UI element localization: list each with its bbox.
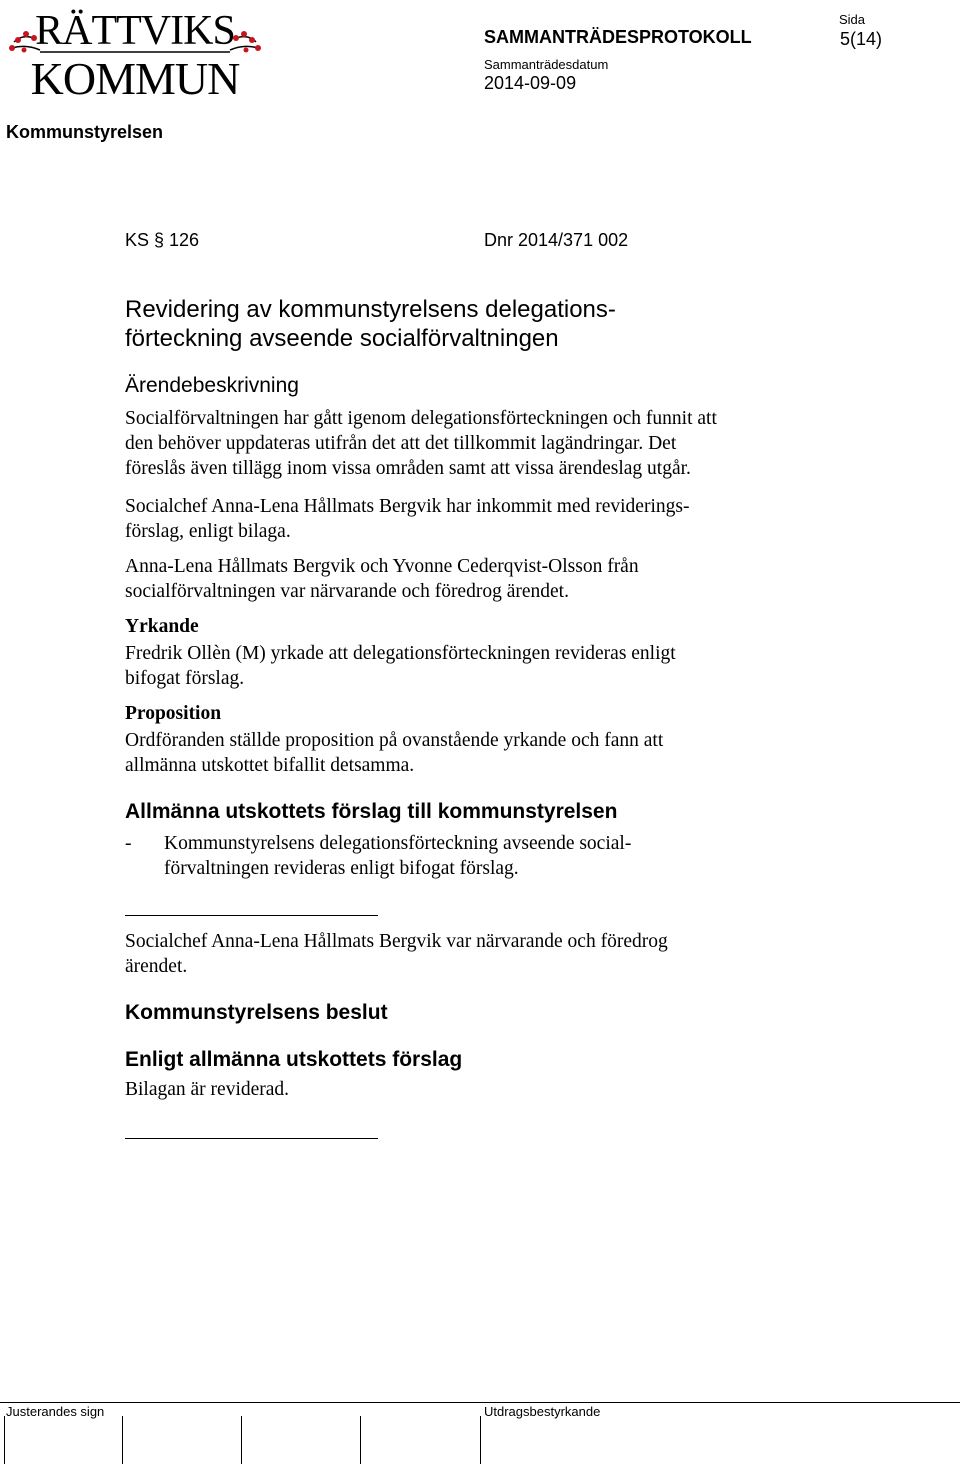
footer-sign-box-divider-1 <box>4 1416 5 1464</box>
au-forslag-item-line2: förvaltningen revideras enligt bifogat förslag. <box>164 858 519 879</box>
rattviks-kommun-logo <box>4 4 266 100</box>
arende-p1-line2: den behöver uppdateras utifrån det att det tillkommit lagändringar. Det <box>125 433 677 454</box>
arende-p3-line1: Anna-Lena Hållmats Bergvik och Yvonne Cederqvist-Olsson från <box>125 556 639 577</box>
org-name: Kommunstyrelsen <box>6 122 164 142</box>
dnr: Dnr 2014/371 002 <box>484 230 629 250</box>
page-number: 5(14) <box>840 29 883 49</box>
footer-sign-box-divider-4 <box>360 1416 361 1464</box>
au-forslag-heading: Allmänna utskottets förslag till kommunstyrelsen <box>125 800 618 823</box>
footer-top-border <box>0 1402 960 1403</box>
proposition-heading: Proposition <box>125 703 222 724</box>
separator-rule-1 <box>125 915 378 916</box>
logo-red-dots-right <box>233 31 261 53</box>
ks-note-line2: ärendet. <box>125 956 188 977</box>
au-forslag-bullet: - <box>125 833 132 854</box>
case-title-line2: förteckning avseende socialförvaltningen <box>125 325 559 352</box>
footer-sign-label: Justerandes sign <box>6 1404 105 1419</box>
yrkande-line1: Fredrik Ollèn (M) yrkade att delegationsförteckningen revideras enligt <box>125 643 676 664</box>
arende-paragraph-2 <box>125 494 689 544</box>
doc-type-title: SAMMANTRÄDESPROTOKOLL <box>484 27 752 47</box>
footer-certify-label: Utdragsbestyrkande <box>484 1404 601 1419</box>
au-forslag-item-line1: Kommunstyrelsens delegationsförteckning avseende social- <box>164 833 632 854</box>
yrkande-heading: Yrkande <box>125 616 199 637</box>
footer-sign-box-divider-2 <box>122 1416 123 1464</box>
footer-sign-box-divider-5 <box>480 1416 481 1464</box>
footer-sign-box-divider-3 <box>241 1416 242 1464</box>
beslut-text: Bilagan är reviderad. <box>125 1079 290 1100</box>
arende-p3-line2: socialförvaltningen var närvarande och föredrog ärendet. <box>125 581 569 602</box>
arende-paragraph-1 <box>125 406 717 481</box>
au-forslag-item <box>164 831 631 881</box>
separator-rule-2 <box>125 1138 378 1139</box>
proposition-line2: allmänna utskottet bifallit detsamma. <box>125 755 415 776</box>
beslut-heading: Kommunstyrelsens beslut <box>125 1001 388 1024</box>
logo-text-kommun: KOMMUN <box>30 53 240 100</box>
section-number: KS § 126 <box>125 230 200 250</box>
meeting-date: 2014-09-09 <box>484 73 577 93</box>
case-title <box>125 295 616 353</box>
proposition-line1: Ordföranden ställde proposition på ovanstående yrkande och fann att <box>125 730 664 751</box>
logo-text-rattviks: RÄTTVIKS <box>35 8 235 54</box>
arende-heading: Ärendebeskrivning <box>125 374 299 397</box>
arende-p2-line1: Socialchef Anna-Lena Hållmats Bergvik har inkommit med reviderings- <box>125 496 690 517</box>
yrkande-text <box>125 641 676 691</box>
ks-note <box>125 929 668 979</box>
yrkande-line2: bifogat förslag. <box>125 668 245 689</box>
case-title-line1: Revidering av kommunstyrelsens delegations- <box>125 296 616 323</box>
logo-red-dots-left <box>9 31 37 53</box>
arende-p1-line1: Socialförvaltningen har gått igenom delegationsförteckningen och funnit att <box>125 408 717 429</box>
arende-p2-line2: förslag, enligt bilaga. <box>125 521 291 542</box>
date-label: Sammanträdesdatum <box>484 57 609 72</box>
ks-note-line1: Socialchef Anna-Lena Hållmats Bergvik var närvarande och föredrog <box>125 931 668 952</box>
beslut-subheading: Enligt allmänna utskottets förslag <box>125 1048 463 1071</box>
arende-p1-line3: föreslås även tillägg inom vissa områden samt att vissa ärendeslag utgår. <box>125 458 691 479</box>
proposition-text <box>125 728 663 778</box>
page-label: Sida <box>839 12 866 27</box>
arende-paragraph-3 <box>125 554 639 604</box>
